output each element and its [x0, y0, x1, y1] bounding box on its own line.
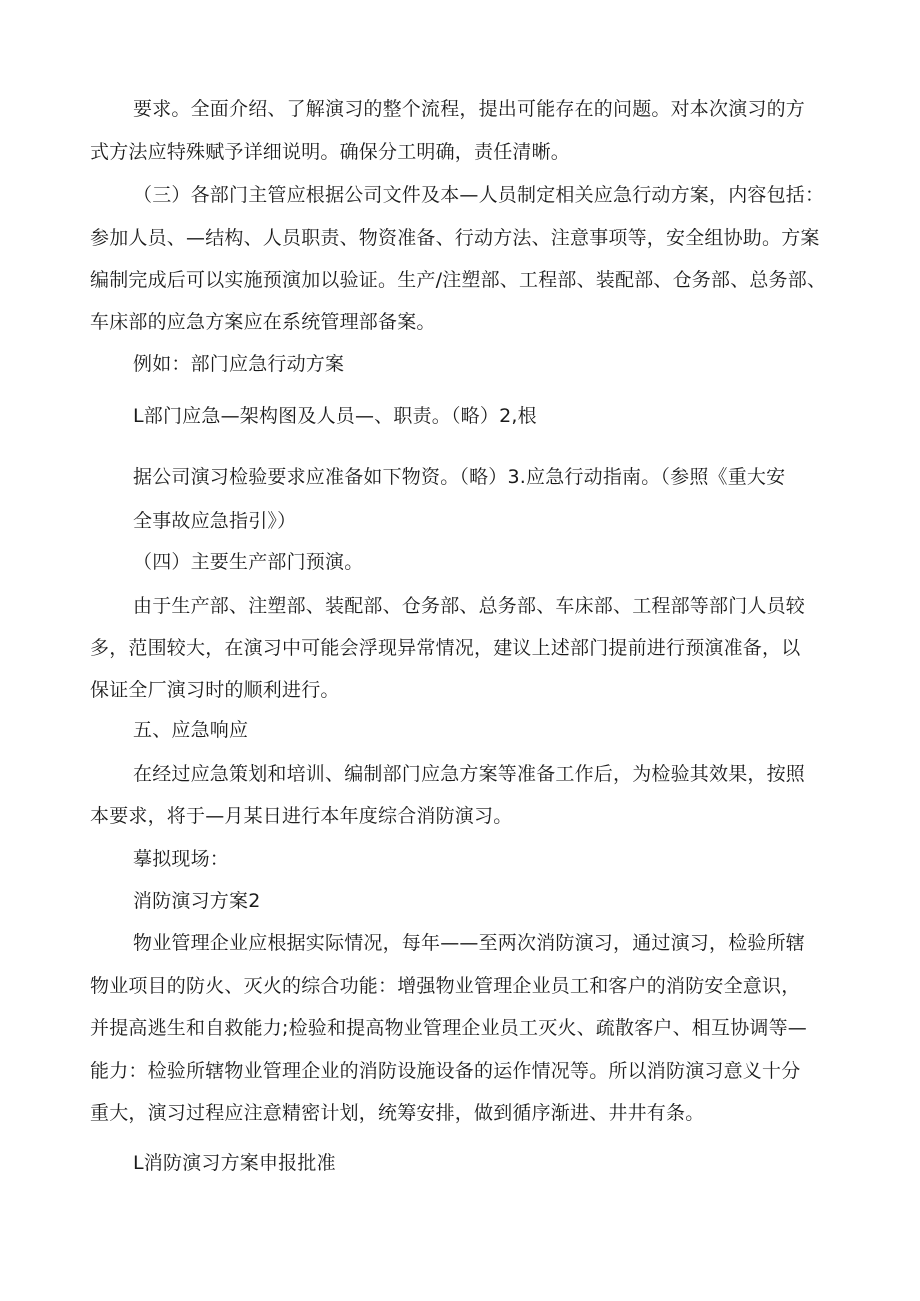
paragraph-line: 参加人员、—结构、人员职责、物资准备、行动方法、注意事项等，安全组协助。方案	[90, 227, 820, 249]
paragraph-line: 重大，演习过程应注意精密计划，统筹安排，做到循序渐进、井井有条。	[90, 1102, 705, 1124]
paragraph-line: 多，范围较大，在演习中可能会浮现异常情况，建议上述部门提前进行预演准备，以	[90, 637, 801, 659]
section-heading: 消防演习方案2	[133, 890, 261, 912]
paragraph-line: 摹拟现场：	[133, 848, 230, 870]
paragraph-line: 例如：部门应急行动方案	[133, 353, 345, 375]
paragraph-line: 据公司演习检验要求应准备如下物资。（略）3.应急行动指南。（参照《重大安	[133, 466, 786, 488]
paragraph-line: 保证全厂演习时的顺利进行。	[90, 679, 340, 701]
paragraph-line: 编制完成后可以实施预演加以验证。生产/注塑部、工程部、装配部、仓务部、总务部、	[90, 269, 827, 291]
paragraph-line: 能力：检验所辖物业管理企业的消防设施设备的运作情况等。所以消防演习意义十分	[90, 1060, 801, 1082]
paragraph-line: 要求。全面介绍、了解演习的整个流程，提出可能存在的问题。对本次演习的方	[133, 98, 806, 120]
paragraph-line: 由于生产部、注塑部、装配部、仓务部、总务部、车床部、工程部等部门人员较	[133, 595, 806, 617]
paragraph-line: L部门应急—架构图及人员—、职责。（略）2,根	[133, 405, 537, 427]
section-heading: 五、应急响应	[133, 719, 249, 741]
paragraph-line: 式方法应特殊赋予详细说明。确保分工明确，责任清晰。	[90, 141, 571, 163]
paragraph-line: 车床部的应急方案应在系统管理部备案。	[90, 311, 436, 333]
paragraph-line: 物业项目的防火、灭火的综合功能：增强物业管理企业员工和客户的消防安全意识，	[90, 975, 801, 997]
paragraph-line: 在经过应急策划和培训、编制部门应急方案等准备工作后，为检验其效果，按照	[133, 763, 806, 785]
section-heading: （四）主要生产部门预演。	[133, 551, 364, 573]
paragraph-line: 并提高逃生和自救能力;检验和提高物业管理企业员工灭火、疏散客户、相互协调等—	[90, 1017, 808, 1039]
paragraph-line: 物业管理企业应根据实际情况，每年——至两次消防演习，通过演习，检验所辖	[133, 932, 806, 954]
paragraph-line: 本要求，将于—月某日进行本年度综合消防演习。	[90, 805, 513, 827]
section-heading: L消防演习方案申报批准	[133, 1152, 336, 1174]
paragraph-line: 全事故应急指引》）	[133, 510, 297, 532]
paragraph-line: （三）各部门主管应根据公司文件及本—人员制定相关应急行动方案，内容包括：	[133, 184, 825, 206]
